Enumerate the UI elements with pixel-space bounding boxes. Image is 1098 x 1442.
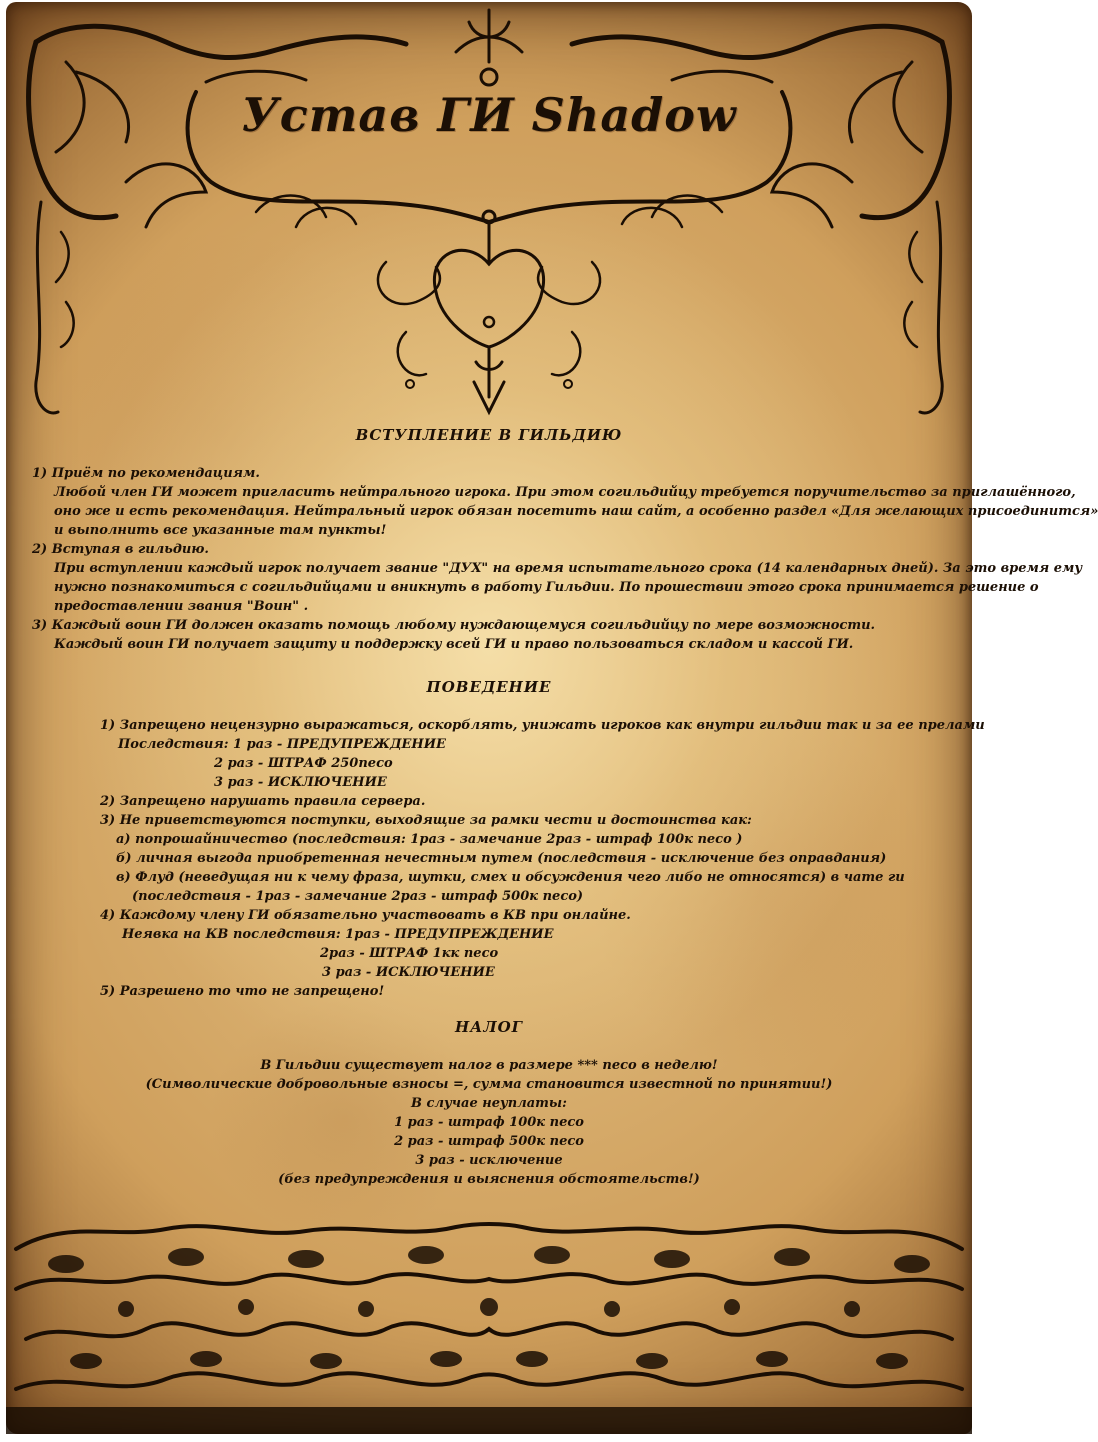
- rule-line: 3) Каждый воин ГИ должен оказать помощь любому нуждающемуся согильдийцу по мере возможности.: [32, 618, 876, 633]
- rule-line: 1 раз - штраф 100к песо: [394, 1115, 584, 1130]
- rule-line: 2) Запрещено нарушать правила сервера.: [100, 794, 426, 809]
- section-tax: [6, 1056, 972, 1189]
- rule-line: 3 раз - ИСКЛЮЧЕНИЕ: [322, 965, 495, 980]
- rule-line: 3 раз - ИСКЛЮЧЕНИЕ: [214, 775, 387, 790]
- section-behavior: [100, 716, 985, 1001]
- parchment-page: [6, 2, 1098, 1434]
- rule-line: б) личная выгода приобретенная нечестным путем (последствия - исключение без оправдания): [116, 851, 887, 866]
- rule-line: В случае неуплаты:: [411, 1096, 567, 1111]
- rule-line: 2раз - ШТРАФ 1кк песо: [320, 946, 499, 961]
- rule-line: нужно познакомиться с согильдийцами и вникнуть в работу Гильдии. По прошествии этого срока принимается решение о: [54, 580, 1039, 595]
- rule-line: 3 раз - исключение: [415, 1153, 563, 1168]
- rule-line: В Гильдии существует налог в размере *** песо в неделю!: [260, 1058, 718, 1073]
- rule-line: 5) Разрешено то что не запрещено!: [100, 984, 385, 999]
- rule-line: Последствия: 1 раз - ПРЕДУПРЕЖДЕНИЕ: [118, 737, 446, 752]
- heading-tax: НАЛОГ: [454, 1018, 524, 1036]
- rule-line: (Символические добровольные взносы =, сумма становится известной по принятии!): [145, 1077, 833, 1092]
- rule-line: 2 раз - штраф 500к песо: [394, 1134, 584, 1149]
- rule-line: а) попрошайничество (последствия: 1раз - замечание 2раз - штраф 100к песо ): [116, 832, 743, 847]
- rule-line: 2) Вступая в гильдию.: [32, 542, 209, 557]
- rule-line: 4) Каждому члену ГИ обязательно участвовать в КВ при онлайне.: [100, 908, 631, 923]
- rule-line: Любой член ГИ может пригласить нейтрального игрока. При этом согильдийцу требуется поручительство за приглашённого,: [54, 485, 1076, 500]
- rule-line: оно же и есть рекомендация. Нейтральный игрок обязан посетить наш сайт, а особенно раздел «Для желающих присоединится»: [54, 504, 1098, 519]
- rule-line: Каждый воин ГИ получает защиту и поддержку всей ГИ и право пользоваться складом и кассой ГИ.: [54, 637, 854, 652]
- document-title: Устав ГИ Shadow: [241, 88, 737, 142]
- rule-line: и выполнить все указанные там пункты!: [54, 523, 387, 538]
- section-joining: [32, 464, 1098, 654]
- rule-line: (последствия - 1раз - замечание 2раз - штраф 500к песо): [132, 889, 584, 904]
- rule-line: предоставлении звания "Воин" .: [54, 599, 309, 614]
- rule-line: 1) Приём по рекомендациям.: [32, 466, 260, 481]
- rule-line: (без предупреждения и выяснения обстоятельств!): [278, 1172, 700, 1187]
- rule-line: Неявка на КВ последствия: 1раз - ПРЕДУПРЕЖДЕНИЕ: [122, 927, 554, 942]
- bottom-lace-ornament: [6, 1209, 972, 1434]
- rule-line: 3) Не приветствуются поступки, выходящие за рамки чести и достоинства как:: [100, 813, 752, 828]
- heading-joining: ВСТУПЛЕНИЕ В ГИЛЬДИЮ: [355, 426, 623, 444]
- rule-line: При вступлении каждый игрок получает звание "ДУХ" на время испытательного срока (14 календарных дней). За это время ему: [54, 561, 1083, 576]
- rule-line: 2 раз - ШТРАФ 250песо: [214, 756, 393, 771]
- heading-behavior: ПОВЕДЕНИЕ: [426, 678, 552, 696]
- rule-line: в) Флуд (неведущая ни к чему фраза, шутки, смех и обсуждения чего либо не относятся) в чате ги: [116, 870, 905, 885]
- rule-line: 1) Запрещено нецензурно выражаться, оскорблять, унижать игроков как внутри гильдии так и за ее прелами: [100, 718, 985, 733]
- top-flourish-ornament: [6, 2, 972, 432]
